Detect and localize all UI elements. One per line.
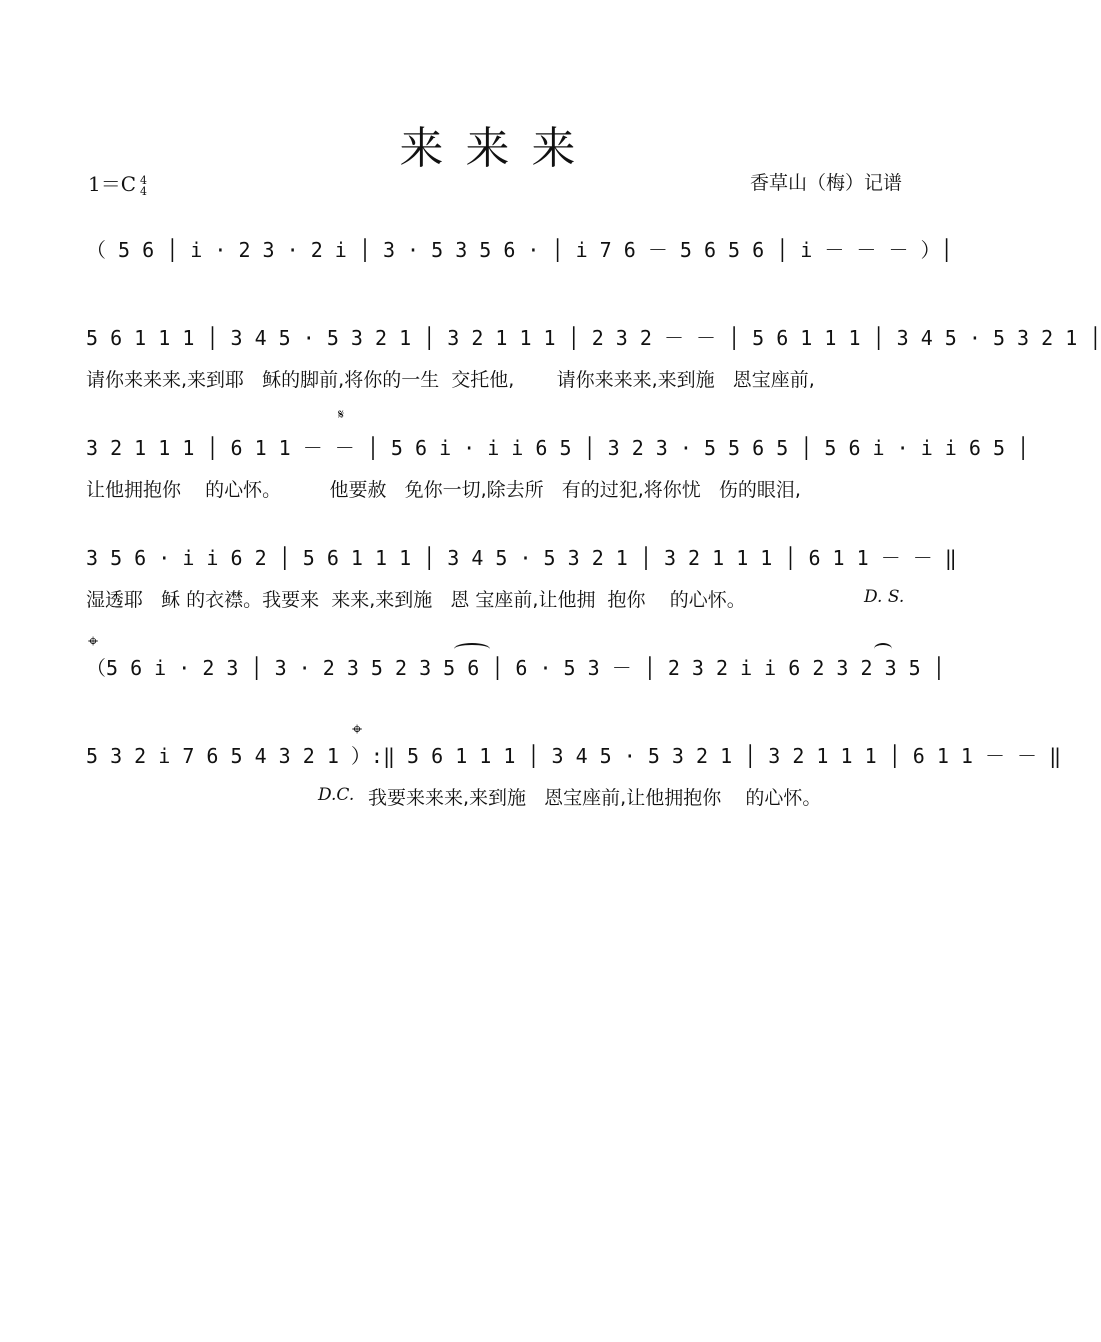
notation-line: 5 6 1 1 1 │ 3 4 5 · 5 3 2 1 │ 3 2 1 1 1 │ 2 3 2 － － │ 5 6 1 1 1 │ 3 4 5 · 5 3 2 1 │	[86, 325, 1101, 350]
key-label: 1＝C	[88, 172, 137, 196]
notation-line: （ 5 6 │ i · 2 3 · 2 i │ 3 · 5 3 5 6 · │ i 7 6 － 5 6 5 6 │ i － － － ）│	[86, 237, 953, 262]
lyric-line: 湿透耶 稣 的衣襟。我要来 来来,来到施 恩 宝座前,让他拥 抱你 的心怀。	[86, 589, 746, 611]
segno-sign: 𝄋	[338, 407, 345, 423]
key-signature	[88, 168, 147, 197]
coda-sign: ⌖	[352, 719, 363, 740]
notation-line: 3 5 6 · i i 6 2 │ 5 6 1 1 1 │ 3 4 5 · 5 3 2 1 │ 3 2 1 1 1 │ 6 1 1 － － ‖	[86, 545, 957, 570]
coda-sign: ⌖	[88, 631, 99, 652]
slur-mark	[874, 643, 892, 655]
slur-mark	[454, 643, 490, 655]
dc-marking: D.C.	[318, 785, 355, 805]
song-title: 来来来	[399, 123, 598, 174]
lyric-line: 让他拥抱你 的心怀。 他要赦 免你一切,除去所 有的过犯,将你忧 伤的眼泪,	[86, 479, 801, 501]
lyric-line: 请你来来来,来到耶 稣的脚前,将你的一生 交托他, 请你来来来,来到施 恩宝座前,	[86, 369, 815, 391]
ds-marking: D. S.	[864, 587, 905, 607]
notation-line: 3 2 1 1 1 │ 6 1 1 － － │ 5 6 i · i i 6 5 │ 3 2 3 · 5 5 6 5 │ 5 6 i · i i 6 5 │	[86, 435, 1030, 460]
notation-line: 5 3 2 i 7 6 5 4 3 2 1 ）:‖ 5 6 1 1 1 │ 3 4 5 · 5 3 2 1 │ 3 2 1 1 1 │ 6 1 1 － － ‖	[86, 743, 1062, 768]
lyric-line: 我要来来来,来到施 恩宝座前,让他拥抱你 的心怀。	[368, 787, 822, 809]
time-signature: 4 4	[140, 173, 148, 198]
scribe-credit: 香草山（梅）记谱	[749, 172, 902, 194]
notation-line: （5 6 i · 2 3 │ 3 · 2 3 5 2 3 5 6 │ 6 · 5 3 － │ 2 3 2 i i 6 2 3 2 3 5 │	[86, 655, 945, 680]
